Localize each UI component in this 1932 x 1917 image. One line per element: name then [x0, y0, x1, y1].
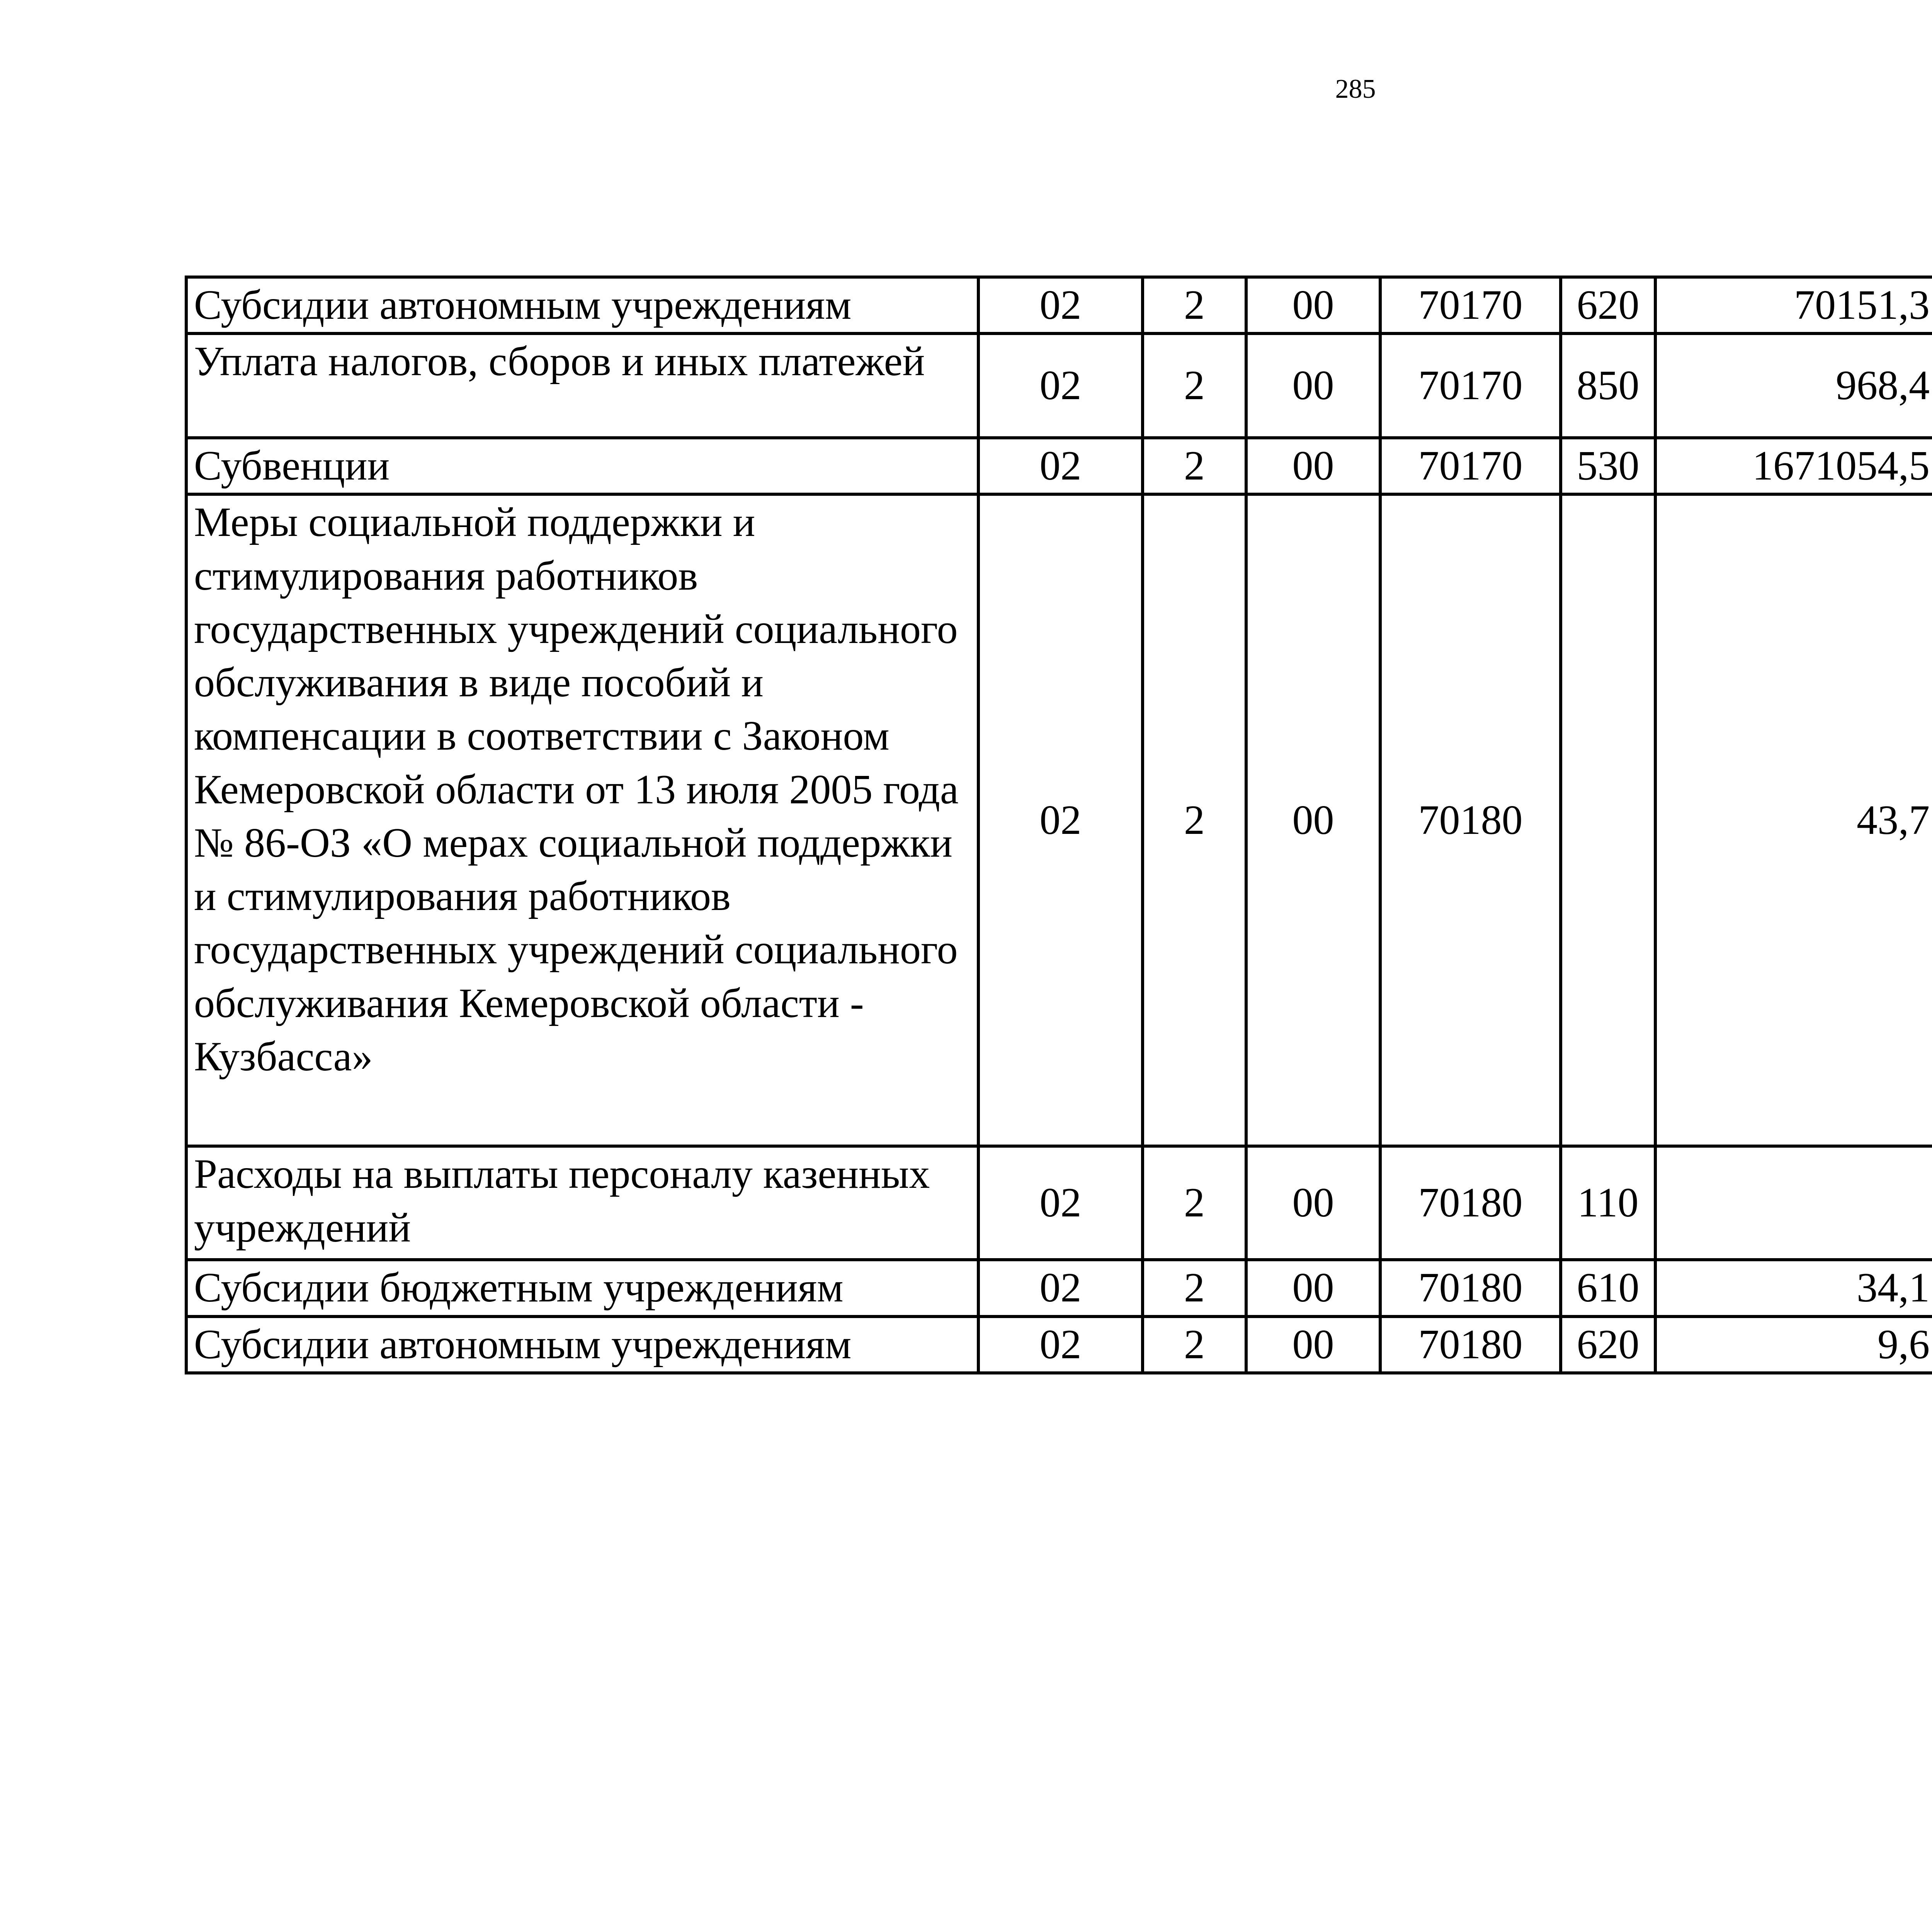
subprogram-code: 2 [1143, 1146, 1246, 1260]
amount-1: 1671054,5 [1655, 438, 1932, 494]
subprogram-code: 2 [1143, 277, 1246, 333]
table-row [186, 1146, 1932, 1260]
section-code: 02 [978, 1146, 1143, 1260]
table-row [186, 277, 1932, 333]
row-name: Субвенции [186, 438, 978, 494]
article-code: 70180 [1380, 494, 1561, 1146]
article-code: 70170 [1380, 277, 1561, 333]
expense-type-code [1561, 494, 1655, 1146]
expense-type-code: 620 [1561, 1317, 1655, 1373]
subprogram-code: 2 [1143, 494, 1246, 1146]
row-name: Уплата налогов, сборов и иных платежей [186, 333, 978, 438]
article-code: 70170 [1380, 333, 1561, 438]
row-name: Субсидии бюджетным учреждениям [186, 1260, 978, 1316]
subprogram-code: 2 [1143, 333, 1246, 438]
expense-type-code: 620 [1561, 277, 1655, 333]
row-name: Субсидии автономным учреждениям [186, 277, 978, 333]
section-code: 02 [978, 1317, 1143, 1373]
subprogram-code: 2 [1143, 438, 1246, 494]
table-row [186, 494, 1932, 1146]
table-row [186, 1260, 1932, 1316]
article-code: 70180 [1380, 1317, 1561, 1373]
table-row [186, 438, 1932, 494]
group-code: 00 [1246, 333, 1380, 438]
group-code: 00 [1246, 1260, 1380, 1316]
group-code: 00 [1246, 1317, 1380, 1373]
amount-1: 34,1 [1655, 1260, 1932, 1316]
section-code: 02 [978, 277, 1143, 333]
row-name: Меры социальной поддержки и стимулирования работников государственных учреждений социального обслуживания в виде пособий и компенсации в соответствии с Законом Кемеровской области от 13 июля 2005 года № 86-ОЗ «О мерах социальной поддержки и стимулирования работников государственных учреждений социального обслуживания Кемеровской области - Кузбасса» [186, 494, 978, 1146]
expense-type-code: 110 [1561, 1146, 1655, 1260]
group-code: 00 [1246, 277, 1380, 333]
amount-1: 43,7 [1655, 494, 1932, 1146]
section-code: 02 [978, 494, 1143, 1146]
row-name: Субсидии автономным учреждениям [186, 1317, 978, 1373]
subprogram-code: 2 [1143, 1317, 1246, 1373]
subprogram-code: 2 [1143, 1260, 1246, 1316]
amount-1: 9,6 [1655, 1317, 1932, 1373]
section-code: 02 [978, 438, 1143, 494]
group-code: 00 [1246, 1146, 1380, 1260]
amount-1: 968,4 [1655, 333, 1932, 438]
page-number: 285 [1335, 74, 1376, 104]
section-code: 02 [978, 333, 1143, 438]
article-code: 70180 [1380, 1146, 1561, 1260]
table-row [186, 1317, 1932, 1373]
amount-1: 70151,3 [1655, 277, 1932, 333]
expense-type-code: 850 [1561, 333, 1655, 438]
article-code: 70170 [1380, 438, 1561, 494]
group-code: 00 [1246, 438, 1380, 494]
article-code: 70180 [1380, 1260, 1561, 1316]
expense-type-code: 610 [1561, 1260, 1655, 1316]
table-row [186, 333, 1932, 438]
budget-table [185, 276, 1932, 1374]
group-code: 00 [1246, 494, 1380, 1146]
amount-1 [1655, 1146, 1932, 1260]
section-code: 02 [978, 1260, 1143, 1316]
row-name: Расходы на выплаты персоналу казенных учреждений [186, 1146, 978, 1260]
expense-type-code: 530 [1561, 438, 1655, 494]
